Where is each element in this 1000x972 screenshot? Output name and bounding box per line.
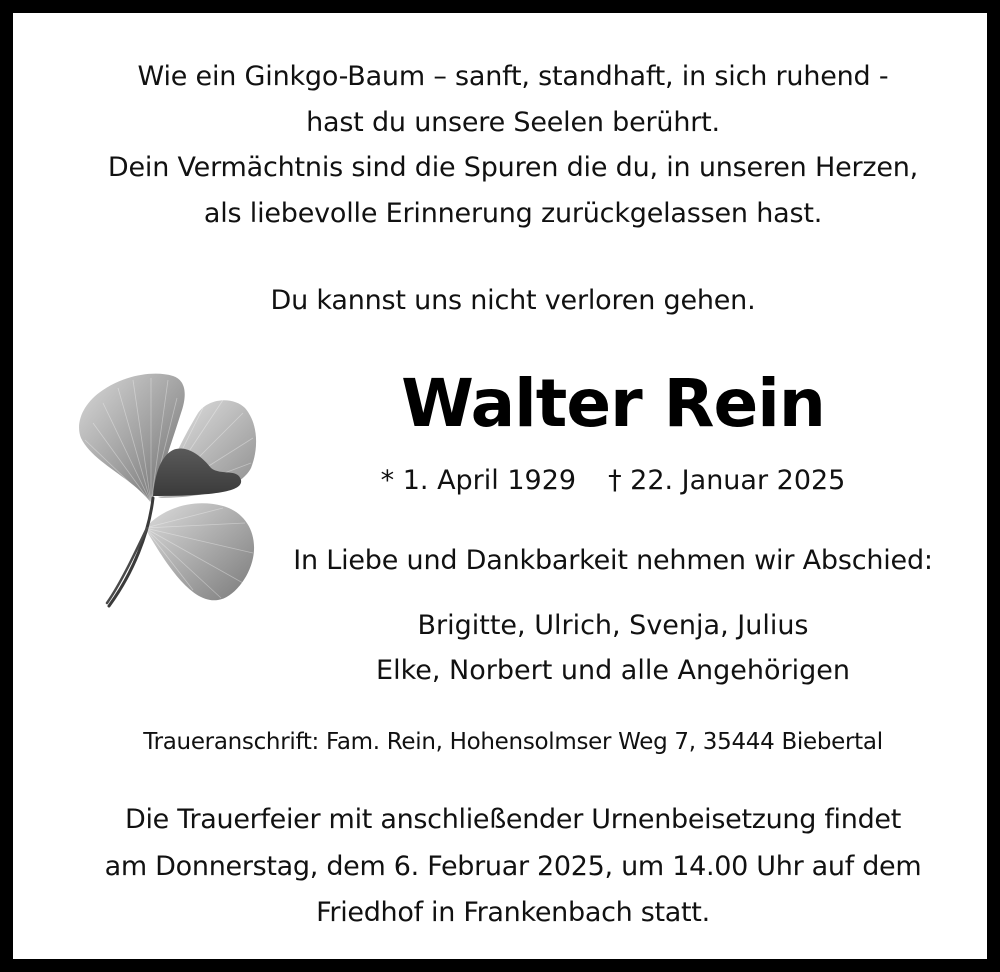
mourners-list [313, 603, 913, 693]
mourning-address: Traueranschrift: Fam. Rein, Hohensolmser Weg 7, 35444 Biebertal [143, 729, 883, 755]
death-date: † 22. Januar 2025 [608, 465, 846, 496]
poem-line: hast du unsere Seelen berührt. [306, 106, 720, 138]
ceremony-line: am Donnerstag, dem 6. Februar 2025, um 14.00 Uhr auf dem [104, 850, 922, 882]
poem [13, 54, 1000, 236]
poem-line: Wie ein Ginkgo-Baum – sanft, standhaft, in sich ruhend - [137, 61, 889, 92]
poem-closing: Du kannst uns nicht verloren gehen. [270, 285, 756, 316]
ceremony-notice [13, 797, 1000, 937]
poem-line: als liebevolle Erinnerung zurückgelassen hast. [203, 197, 823, 229]
life-dates [313, 459, 913, 503]
deceased-name: Walter Rein [401, 365, 825, 442]
mourners-line: Brigitte, Ulrich, Svenja, Julius [417, 610, 809, 641]
ceremony-line: Die Trauerfeier mit anschließender Urnenbeisetzung findet [124, 804, 902, 835]
poem-line: Dein Vermächtnis sind die Spuren die du, in unseren Herzen, [107, 152, 919, 183]
birth-date: * 1. April 1929 [380, 465, 577, 496]
ceremony-line: Friedhof in Frankenbach statt. [316, 897, 710, 928]
farewell-text: In Liebe und Dankbarkeit nehmen wir Abschied: [293, 545, 933, 576]
mourners-line: Elke, Norbert und alle Angehörigen [376, 655, 850, 686]
ginkgo-leaf-icon [73, 368, 263, 613]
